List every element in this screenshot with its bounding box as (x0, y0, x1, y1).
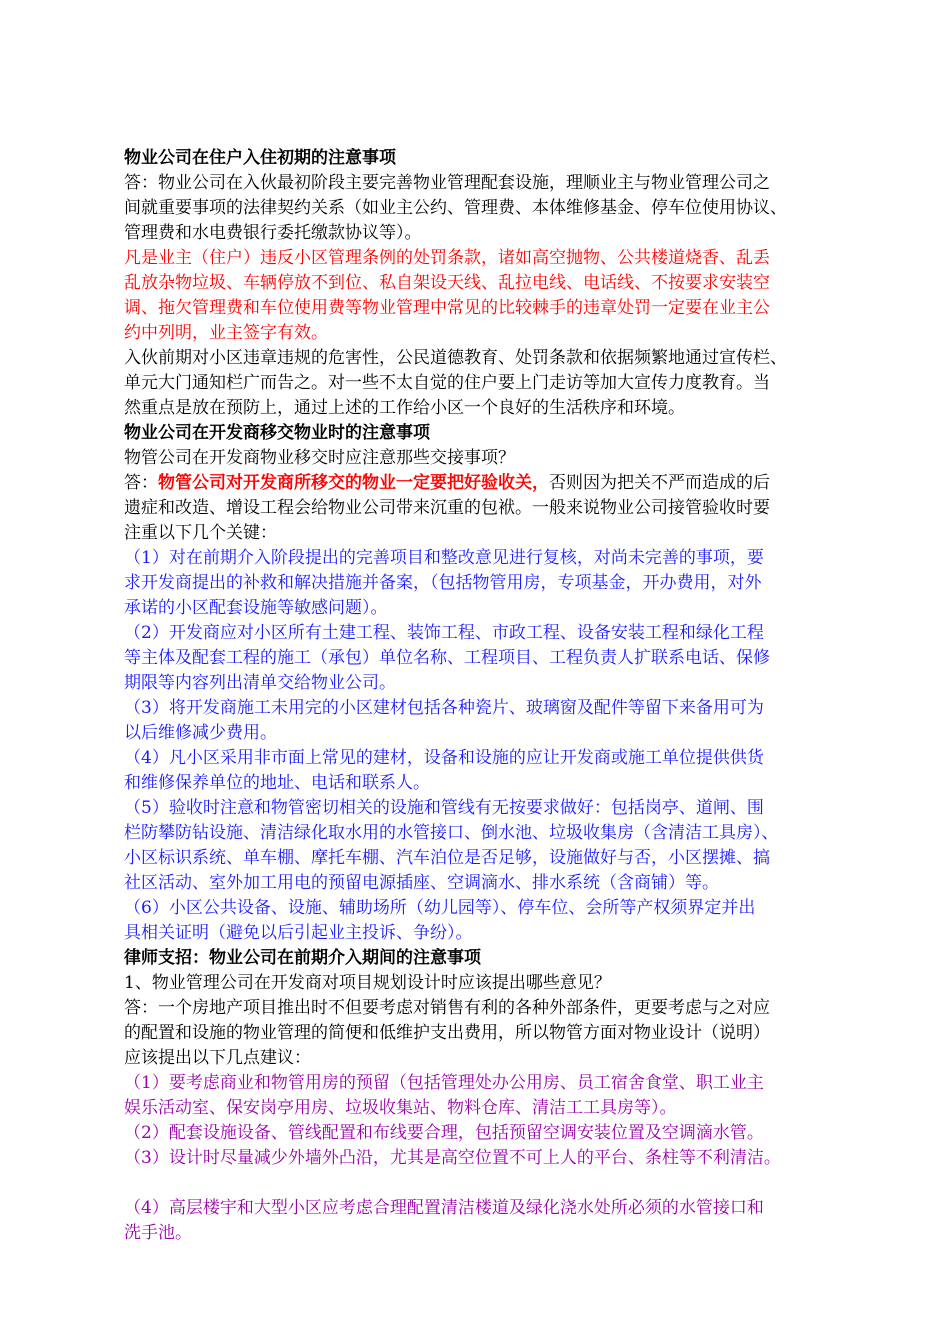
section2-item-line: 求开发商提出的补救和解决措施并备案，（包括物管用房，专项基金，开办费用，对外 (124, 573, 762, 593)
section2-item-line: 社区活动、室外加工用电的预留电源插座、空调滴水、排水系统（含商铺）等。 (124, 873, 719, 893)
section3-item-line: 洗手池。 (124, 1223, 192, 1243)
section1-tail-line: 然重点是放在预防上，通过上述的工作给小区一个良好的生活秩序和环境。 (124, 398, 685, 418)
blank-line (124, 1171, 854, 1196)
section1-tail-line: 入伙前期对小区违章违规的危害性，公民道德教育、处罚条款和依据频繁地通过宣传栏、 (124, 348, 787, 368)
section1-heading: 物业公司在住户入住初期的注意事项 (124, 148, 396, 168)
section1-answer-line: 答：物业公司在入伙最初阶段主要完善物业管理配套设施，理顺业主与物业管理公司之 (124, 173, 770, 193)
section3-heading: 律师支招：物业公司在前期介入期间的注意事项 (124, 948, 481, 968)
section2-item-line: （5）验收时注意和物管密切相关的设施和管线有无按要求做好：包括岗亭、道闸、围 (124, 798, 764, 818)
answer-prefix: 答： (124, 473, 158, 493)
section2-item-line: （1）对在前期介入阶段提出的完善项目和整改意见进行复核，对尚未完善的事项，要 (124, 548, 764, 568)
section3-item-line: （2）配套设施设备、管线配置和布线要合理，包括预留空调安装位置及空调滴水管。 (124, 1123, 764, 1143)
section2-item-line: （4）凡小区采用非市面上常见的建材，设备和设施的应让开发商或施工单位提供供货 (124, 748, 764, 768)
section2-item-line: 具相关证明（避免以后引起业主投诉、争纷）。 (124, 923, 473, 943)
section1-answer-line: 间就重要事项的法律契约关系（如业主公约、管理费、本体维修基金、停车位使用协议、 (124, 198, 787, 218)
section1-answer-line: 管理费和水电费银行委托缴款协议等）。 (124, 223, 422, 243)
section3-answer-line: 答：一个房地产项目推出时不但要考虑对销售有利的各种外部条件，更要考虑与之对应 (124, 998, 770, 1018)
section1-red-line: 约中列明，业主签字有效。 (124, 323, 328, 343)
section2-question: 物管公司在开发商物业移交时应注意那些交接事项？ (124, 448, 515, 468)
section2-answer-line: 遗症和改造、增设工程会给物业公司带来沉重的包袱。一般来说物业公司接管验收时要 (124, 498, 770, 518)
answer-emphasis: 物管公司对开发商所移交的物业一定要把好验收关， (158, 473, 549, 493)
section3-item-line: 娱乐活动室、保安岗亭用房、垃圾收集站、物料仓库、清洁工工具房等）。 (124, 1098, 677, 1118)
section2-answer-first-line (124, 471, 854, 496)
section2-item-line: 小区标识系统、单车棚、摩托车棚、汽车泊位是否足够，设施做好与否，小区摆摊、搞 (124, 848, 770, 868)
section2-item-line: （2）开发商应对小区所有土建工程、装饰工程、市政工程、设备安装工程和绿化工程 (124, 623, 764, 643)
section2-item-line: 承诺的小区配套设施等敏感问题）。 (124, 598, 388, 618)
section3-question: 1、物业管理公司在开发商对项目规划设计时应该提出哪些意见？ (124, 973, 611, 993)
section2-item-line: （3）将开发商施工未用完的小区建材包括各种瓷片、玻璃窗及配件等留下来备用可为 (124, 698, 764, 718)
section2-item-line: 和维修保养单位的地址、电话和联系人。 (124, 773, 430, 793)
section1-tail-line: 单元大门通知栏广而告之。对一些不太自觉的住户要上门走访等加大宣传力度教育。当 (124, 373, 770, 393)
section3-answer-line: 的配置和设施的物业管理的简便和低维护支出费用，所以物管方面对物业设计（说明） (124, 1023, 770, 1043)
section2-item-line: 等主体及配套工程的施工（承包）单位名称、工程项目、工程负责人扩联系电话、保修 (124, 648, 770, 668)
section1-red-line: 乱放杂物垃圾、车辆停放不到位、私自架设天线、乱拉电线、电话线、不按要求安装空 (124, 273, 770, 293)
section2-item-line: 栏防攀防钻设施、清洁绿化取水用的水管接口、倒水池、垃圾收集房（含清洁工具房）、 (124, 823, 779, 843)
section3-item-line: （1）要考虑商业和物管用房的预留（包括管理处办公用房、员工宿舍食堂、职工业主 (124, 1073, 764, 1093)
answer-rest: 否则因为把关不严而造成的后 (549, 473, 770, 493)
section3-item-line: （3）设计时尽量减少外墙外凸沿，尤其是高空位置不可上人的平台、条柱等不利清洁。 (124, 1148, 781, 1168)
section3-answer-line: 应该提出以下几点建议： (124, 1048, 311, 1068)
section1-red-line: 调、拖欠管理费和车位使用费等物业管理中常见的比较棘手的违章处罚一定要在业主公 (124, 298, 770, 318)
document-page (124, 146, 854, 1246)
section2-item-line: 以后维修减少费用。 (124, 723, 277, 743)
section2-heading: 物业公司在开发商移交物业时的注意事项 (124, 423, 430, 443)
section3-item-line: （4）高层楼宇和大型小区应考虑合理配置清洁楼道及绿化浇水处所必须的水管接口和 (124, 1198, 764, 1218)
section1-red-line: 凡是业主（住户）违反小区管理条例的处罚条款，诸如高空抛物、公共楼道烧香、乱丢 (124, 248, 770, 268)
section2-item-line: （6）小区公共设备、设施、辅助场所（幼儿园等）、停车位、会所等产权须界定并出 (124, 898, 756, 918)
section2-item-line: 期限等内容列出清单交给物业公司。 (124, 673, 396, 693)
section2-answer-line: 注重以下几个关键： (124, 523, 277, 543)
